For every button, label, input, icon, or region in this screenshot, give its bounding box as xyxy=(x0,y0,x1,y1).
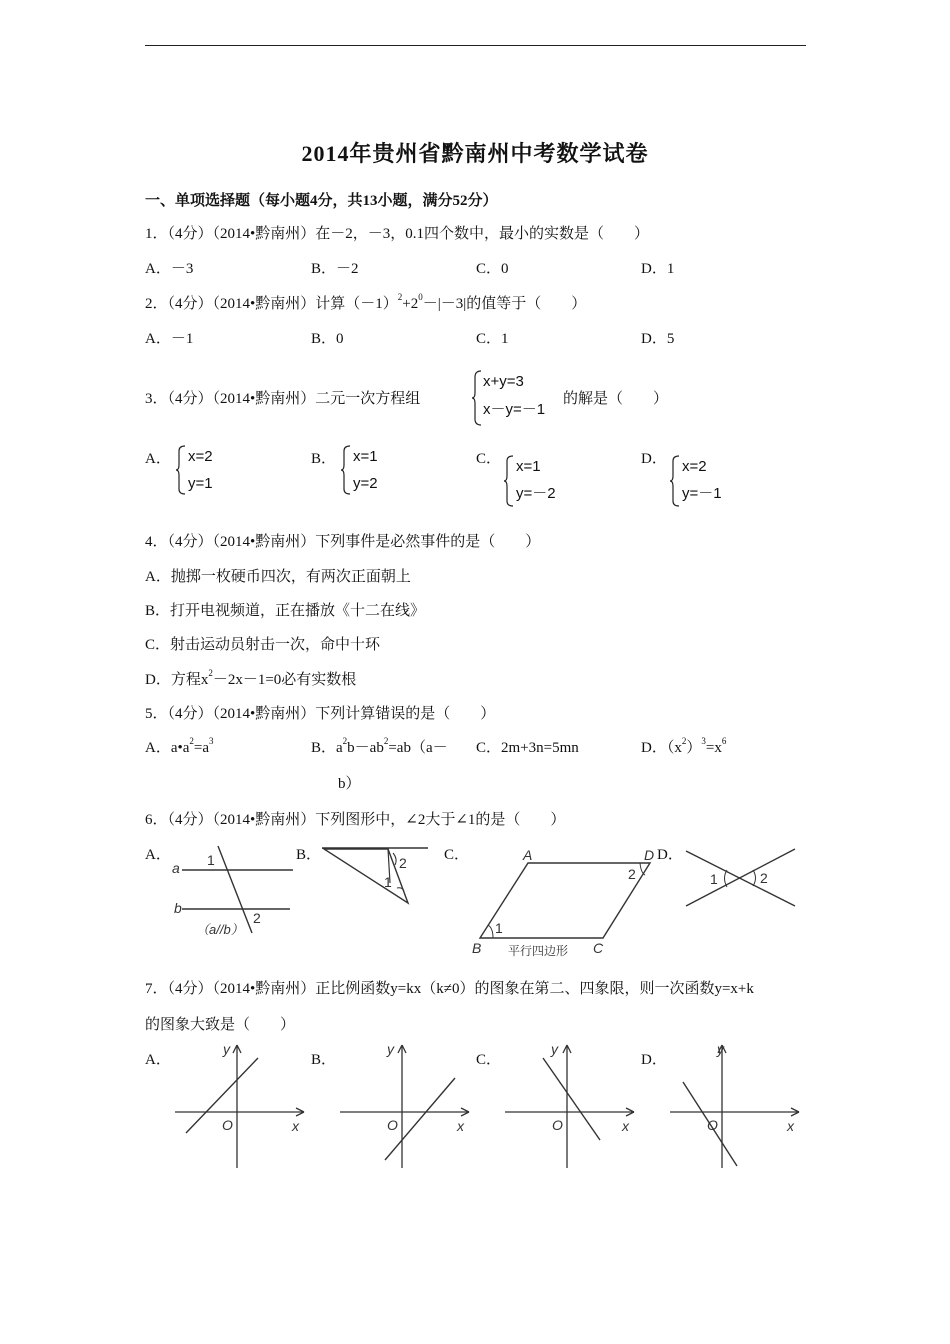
x-axis-label: x xyxy=(622,1118,629,1134)
y-axis-label: y xyxy=(223,1041,230,1057)
q3-option-b-eq2: y=2 xyxy=(353,475,378,492)
q6-option-c-label: C． xyxy=(444,847,470,863)
x-axis-label: x xyxy=(787,1118,794,1134)
q1-option-b: B．－2 xyxy=(311,261,359,277)
q3-system-brace xyxy=(471,369,483,427)
angle-1-label: 1 xyxy=(710,871,718,887)
q5-option-c: C．2m+3n=5mn xyxy=(476,740,579,756)
q6-option-d-label: D． xyxy=(657,847,683,863)
q2-stem: 2．（4分）（2014•黔南州）计算$(-1)^2+2^0-|-3|$的值等于（ ） xyxy=(145,292,587,312)
angle-2-label: 2 xyxy=(253,910,261,926)
q3-option-d-brace xyxy=(669,454,681,508)
vertex-d: D xyxy=(644,847,655,863)
header-rule xyxy=(145,45,806,46)
origin-label: O xyxy=(552,1117,563,1133)
q6-figure-a xyxy=(165,843,300,943)
angle-1-label: 1 xyxy=(384,874,392,890)
q6-option-b-label: B． xyxy=(296,847,322,863)
q1-option-d: D．1 xyxy=(641,261,675,277)
q3-option-a-label: A． xyxy=(145,451,171,467)
q3-option-a-brace xyxy=(175,444,187,496)
q1-option-a: A．－3 xyxy=(145,261,194,277)
q4-stem: 4．（4分）（2014•黔南州）下列事件是必然事件的是（ ） xyxy=(145,534,541,550)
q1-option-c: C．0 xyxy=(476,261,509,277)
origin-label: O xyxy=(707,1117,718,1133)
q3-equation-1: x+y=3 xyxy=(483,373,524,390)
q6-figure-c xyxy=(468,843,660,961)
q2-option-a: A．－1 xyxy=(145,331,194,347)
q3-option-c-label: C． xyxy=(476,451,502,467)
label-a: a xyxy=(172,860,180,876)
q7-graph-a xyxy=(170,1040,310,1172)
q3-option-b-eq1: x=1 xyxy=(353,448,378,465)
q6-figure-d xyxy=(683,843,798,913)
angle-2-label: 2 xyxy=(399,855,407,871)
parallel-caption: （a//b） xyxy=(196,922,244,937)
q3-stem-suffix: 的解是（ ） xyxy=(563,391,669,407)
angle-2-label: 2 xyxy=(760,870,768,886)
x-axis-label: x xyxy=(292,1118,299,1134)
section-heading: 一、单项选择题（每小题4分，共13小题，满分52分） xyxy=(145,193,498,209)
q7-stem-line2: 的图象大致是（ ） xyxy=(145,1017,296,1033)
vertex-c: C xyxy=(593,940,604,956)
y-axis-label: y xyxy=(387,1041,394,1057)
angle-1-label: 1 xyxy=(207,852,215,868)
angle-1-label: 1 xyxy=(495,920,503,936)
q5-option-b: B．$a^2b-ab^2=ab(a-$ xyxy=(311,736,448,756)
origin-label: O xyxy=(387,1117,398,1133)
q3-option-d-label: D． xyxy=(641,451,667,467)
y-axis-label: y xyxy=(551,1041,558,1057)
q3-option-b-label: B． xyxy=(311,451,337,467)
q3-option-d-eq2: y=－1 xyxy=(682,485,722,502)
q2-option-d: D．5 xyxy=(641,331,675,347)
q7-stem-line1: 7．（4分）（2014•黔南州）正比例函数y=kx（k≠0）的图象在第二、四象限，则一次函数y=x+k xyxy=(145,981,754,997)
q7-option-d-label: D． xyxy=(641,1052,667,1068)
q7-option-a-label: A． xyxy=(145,1052,171,1068)
parallelogram xyxy=(480,863,650,938)
q1-stem: 1．（4分）（2014•黔南州）在－2，－3，0.1四个数中，最小的实数是（ ） xyxy=(145,226,650,242)
q4-option-b: B．打开电视频道，正在播放《十二在线》 xyxy=(145,603,426,619)
q4-option-d: D．方程$x^2-2x-1=0$必有实数根 xyxy=(145,668,357,688)
q4-option-a: A．抛掷一枚硬币四次，有两次正面朝上 xyxy=(145,569,411,585)
q5-stem: 5．（4分）（2014•黔南州）下列计算错误的是（ ） xyxy=(145,706,496,722)
angle-2-label: 2 xyxy=(628,866,636,882)
q7-graph-c xyxy=(500,1040,640,1172)
q3-option-c-eq2: y=－2 xyxy=(516,485,556,502)
origin-label: O xyxy=(222,1117,233,1133)
q2-option-c: C．1 xyxy=(476,331,509,347)
q7-graph-b xyxy=(335,1040,475,1172)
q3-option-c-eq1: x=1 xyxy=(516,458,541,475)
q5-option-a: A．$a•a^2=a^3$ xyxy=(145,736,214,756)
y-axis-label: y xyxy=(717,1041,724,1057)
q6-figure-b xyxy=(320,843,432,909)
q3-option-a-eq1: x=2 xyxy=(188,448,213,465)
vertex-b: B xyxy=(472,940,482,956)
q7-option-c-label: C． xyxy=(476,1052,502,1068)
q5-option-d: D．$(x^2)^3=x^6$ xyxy=(641,736,727,756)
q4-option-c: C．射击运动员射击一次，命中十环 xyxy=(145,637,381,653)
q5-option-b-wrap: b） xyxy=(338,776,361,792)
q3-stem-prefix: 3．（4分）（2014•黔南州）二元一次方程组 xyxy=(145,391,421,407)
figure-caption: 平行四边形 xyxy=(508,944,569,958)
q3-option-c-brace xyxy=(503,454,515,508)
x-axis-label: x xyxy=(457,1118,464,1134)
transversal xyxy=(218,846,252,933)
q3-option-d-eq1: x=2 xyxy=(682,458,707,475)
page-title: 2014年贵州省黔南州中考数学试卷 xyxy=(301,141,649,166)
q3-option-b-brace xyxy=(340,444,352,496)
q6-stem: 6．（4分）（2014•黔南州）下列图形中，∠2大于∠1的是（ ） xyxy=(145,812,566,828)
vertex-a: A xyxy=(523,847,533,863)
label-b: b xyxy=(174,900,182,916)
q3-option-a-eq2: y=1 xyxy=(188,475,213,492)
q3-equation-2: x－y=－1 xyxy=(483,401,546,418)
q2-option-b: B．0 xyxy=(311,331,344,347)
q7-graph-d xyxy=(665,1040,805,1172)
q6-option-a-label: A． xyxy=(145,847,171,863)
q7-option-b-label: B． xyxy=(311,1052,337,1068)
